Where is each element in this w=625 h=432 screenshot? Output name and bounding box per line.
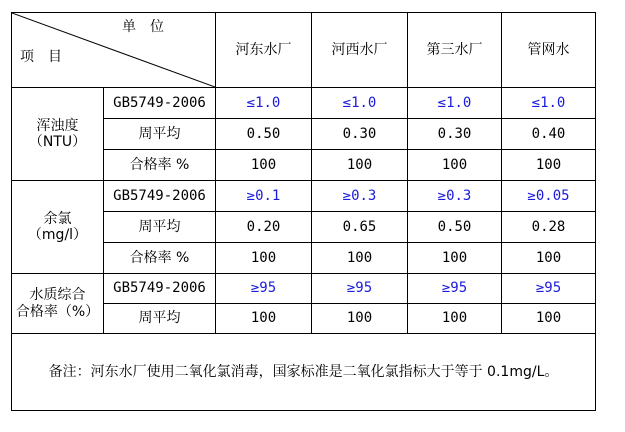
value-cell: 100 bbox=[216, 243, 312, 274]
table-row bbox=[12, 88, 596, 119]
value-cell: 100 bbox=[312, 304, 408, 334]
column-header-third: 第三水厂 bbox=[408, 13, 502, 88]
group-label-line: 浑浊度 bbox=[36, 117, 79, 134]
value-cell: 0.20 bbox=[216, 212, 312, 243]
standard-value: ≤1.0 bbox=[408, 88, 502, 119]
metric-label: 合格率 % bbox=[104, 243, 216, 274]
table-row bbox=[12, 181, 596, 212]
value-cell: 100 bbox=[408, 150, 502, 181]
header-row bbox=[12, 13, 596, 88]
metric-label: 周平均 bbox=[104, 119, 216, 150]
value-cell: 100 bbox=[312, 243, 408, 274]
group-label-line: 水质综合 bbox=[29, 287, 86, 304]
water-quality-table bbox=[11, 12, 596, 411]
standard-value: ≤1.0 bbox=[502, 88, 596, 119]
value-cell: 100 bbox=[312, 150, 408, 181]
value-cell: 100 bbox=[502, 150, 596, 181]
column-header-hedong: 河东水厂 bbox=[216, 13, 312, 88]
group-label-unit: （mg/l） bbox=[27, 227, 88, 243]
value-cell: 100 bbox=[216, 150, 312, 181]
standard-value: ≥0.3 bbox=[408, 181, 502, 212]
header-corner-cell bbox=[12, 13, 216, 88]
value-cell: 0.30 bbox=[312, 119, 408, 150]
value-cell: 100 bbox=[216, 304, 312, 334]
table-row bbox=[12, 274, 596, 304]
standard-value: ≥0.1 bbox=[216, 181, 312, 212]
corner-unit-label: 单位 bbox=[122, 19, 178, 35]
metric-label: 合格率 % bbox=[104, 150, 216, 181]
standard-value: ≥0.05 bbox=[502, 181, 596, 212]
group-label-unit: （NTU） bbox=[28, 134, 87, 150]
value-cell: 100 bbox=[502, 304, 596, 334]
value-cell: 0.50 bbox=[216, 119, 312, 150]
group-label-overall bbox=[12, 274, 104, 334]
standard-value: ≥95 bbox=[408, 274, 502, 304]
metric-label: GB5749-2006 bbox=[104, 88, 216, 119]
standard-value: ≤1.0 bbox=[216, 88, 312, 119]
column-header-network: 管网水 bbox=[502, 13, 596, 88]
value-cell: 100 bbox=[502, 243, 596, 274]
footnote: 备注：河东水厂使用二氧化氯消毒，国家标准是二氧化氯指标大于等于 0.1mg/L。 bbox=[12, 334, 596, 411]
value-cell: 0.40 bbox=[502, 119, 596, 150]
group-label-unit: 合格率（%） bbox=[15, 303, 100, 320]
metric-label: GB5749-2006 bbox=[104, 181, 216, 212]
corner-item-label: 项目 bbox=[20, 49, 76, 65]
group-label-chlorine bbox=[12, 181, 104, 274]
value-cell: 0.65 bbox=[312, 212, 408, 243]
value-cell: 0.30 bbox=[408, 119, 502, 150]
metric-label: GB5749-2006 bbox=[104, 274, 216, 304]
standard-value: ≥95 bbox=[216, 274, 312, 304]
value-cell: 0.50 bbox=[408, 212, 502, 243]
standard-value: ≥0.3 bbox=[312, 181, 408, 212]
metric-label: 周平均 bbox=[104, 304, 216, 334]
standard-value: ≥95 bbox=[502, 274, 596, 304]
column-header-hexi: 河西水厂 bbox=[312, 13, 408, 88]
value-cell: 0.28 bbox=[502, 212, 596, 243]
group-label-turbidity bbox=[12, 88, 104, 181]
metric-label: 周平均 bbox=[104, 212, 216, 243]
standard-value: ≤1.0 bbox=[312, 88, 408, 119]
note-row bbox=[12, 334, 596, 411]
value-cell: 100 bbox=[408, 243, 502, 274]
value-cell: 100 bbox=[408, 304, 502, 334]
standard-value: ≥95 bbox=[312, 274, 408, 304]
group-label-line: 余氯 bbox=[43, 210, 72, 227]
